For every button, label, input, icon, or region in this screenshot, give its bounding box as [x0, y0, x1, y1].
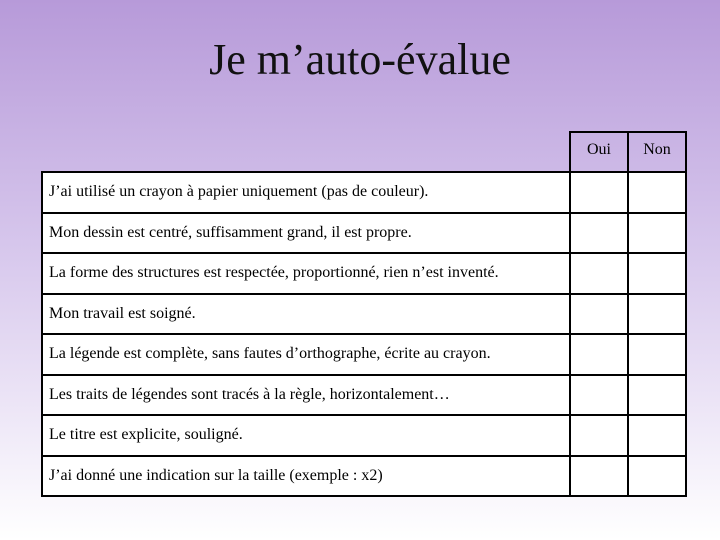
- page-title: Je m’auto-évalue: [209, 35, 511, 84]
- table-header-row: [42, 132, 686, 172]
- table-row: [42, 375, 686, 416]
- criterion-text: Le titre est explicite, souligné.: [42, 415, 570, 456]
- table-row: [42, 213, 686, 254]
- oui-checkbox-cell[interactable]: [570, 253, 628, 294]
- non-checkbox-cell[interactable]: [628, 172, 686, 213]
- criterion-text: J’ai donné une indication sur la taille (exemple : x2): [42, 456, 570, 497]
- table-row: [42, 334, 686, 375]
- table-row: [42, 294, 686, 335]
- non-checkbox-cell[interactable]: [628, 213, 686, 254]
- table-row: [42, 253, 686, 294]
- oui-checkbox-cell[interactable]: [570, 294, 628, 335]
- oui-checkbox-cell[interactable]: [570, 456, 628, 497]
- criterion-text: Les traits de légendes sont tracés à la règle, horizontalement…: [42, 375, 570, 416]
- column-header-non: Non: [628, 132, 686, 172]
- criterion-text: J’ai utilisé un crayon à papier uniquement (pas de couleur).: [42, 172, 570, 213]
- non-checkbox-cell[interactable]: [628, 456, 686, 497]
- table-row: [42, 172, 686, 213]
- table-row: [42, 415, 686, 456]
- criterion-text: Mon travail est soigné.: [42, 294, 570, 335]
- column-header-oui: Oui: [570, 132, 628, 172]
- criterion-text: La forme des structures est respectée, proportionné, rien n’est inventé.: [42, 253, 570, 294]
- oui-checkbox-cell[interactable]: [570, 375, 628, 416]
- table-row: [42, 456, 686, 497]
- oui-checkbox-cell[interactable]: [570, 415, 628, 456]
- oui-checkbox-cell[interactable]: [570, 213, 628, 254]
- non-checkbox-cell[interactable]: [628, 253, 686, 294]
- self-evaluation-table: [41, 131, 687, 497]
- criterion-text: Mon dessin est centré, suffisamment grand, il est propre.: [42, 213, 570, 254]
- criterion-text: La légende est complète, sans fautes d’orthographe, écrite au crayon.: [42, 334, 570, 375]
- oui-checkbox-cell[interactable]: [570, 172, 628, 213]
- oui-checkbox-cell[interactable]: [570, 334, 628, 375]
- non-checkbox-cell[interactable]: [628, 334, 686, 375]
- non-checkbox-cell[interactable]: [628, 415, 686, 456]
- non-checkbox-cell[interactable]: [628, 375, 686, 416]
- header-empty-cell: [42, 132, 570, 172]
- non-checkbox-cell[interactable]: [628, 294, 686, 335]
